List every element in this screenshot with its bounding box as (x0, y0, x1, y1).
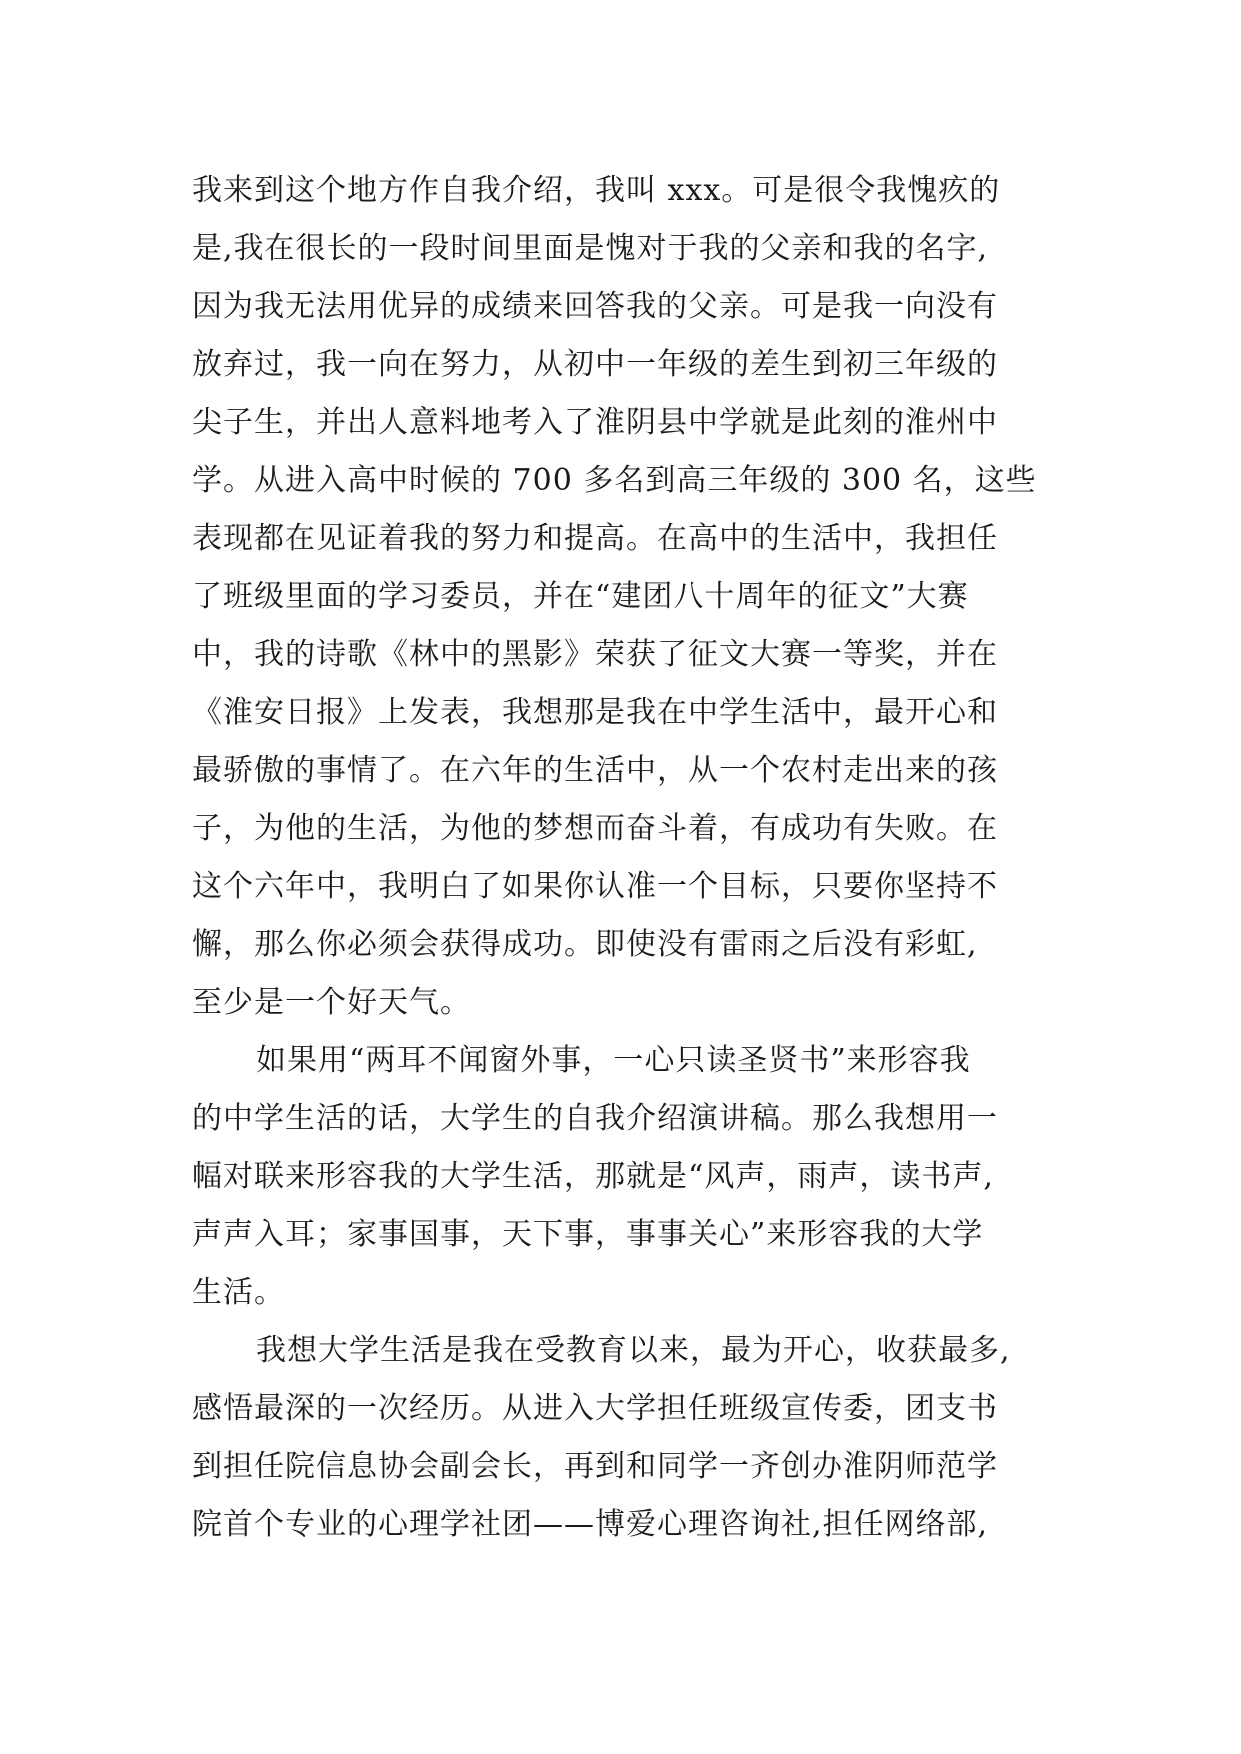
text-line: 声声入耳；家事国事，天下事，事事关心”来形容我的大学 (192, 1217, 984, 1252)
text-line: 懈，那么你必须会获得成功。即使没有雷雨之后没有彩虹, (192, 927, 978, 962)
text-line: 因为我无法用优异的成绩来回答我的父亲。可是我一向没有 (192, 289, 998, 324)
text-line: 幅对联来形容我的大学生活，那就是“风声，雨声，读书声, (192, 1159, 994, 1194)
text-line: 最骄傲的事情了。在六年的生活中，从一个农村走出来的孩 (192, 753, 998, 788)
body-text (192, 162, 1092, 1554)
text-line: 表现都在见证着我的努力和提高。在高中的生活中，我担任 (192, 521, 998, 556)
text-line: 放弃过，我一向在努力，从初中一年级的差生到初三年级的 (192, 347, 998, 382)
text-line: 了班级里面的学习委员，并在“建团八十周年的征文”大赛 (192, 579, 969, 614)
text-line: 子，为他的生活，为他的梦想而奋斗着，有成功有失败。在 (192, 811, 998, 846)
text-line: 这个六年中，我明白了如果你认准一个目标，只要你坚持不 (192, 869, 998, 904)
text-line: 院首个专业的心理学社团——博爱心理咨询社,担任网络部, (192, 1507, 989, 1542)
text-line: 感悟最深的一次经历。从进入大学担任班级宣传委，团支书 (192, 1391, 998, 1426)
text-line: 中，我的诗歌《林中的黑影》荣获了征文大赛一等奖，并在 (192, 637, 998, 672)
text-line: 到担任院信息协会副会长，再到和同学一齐创办淮阴师范学 (192, 1449, 998, 1484)
text-line: 尖子生，并出人意料地考入了淮阴县中学就是此刻的淮州中 (192, 405, 998, 440)
text-line: 我来到这个地方作自我介绍，我叫 xxx。可是很令我愧疚的 (192, 173, 1001, 208)
text-line: 的中学生活的话，大学生的自我介绍演讲稿。那么我想用一 (192, 1101, 998, 1136)
text-line: 我想大学生活是我在受教育以来，最为开心，收获最多, (256, 1333, 1011, 1368)
text-line: 至少是一个好天气。 (192, 985, 471, 1020)
text-line: 《淮安日报》上发表，我想那是我在中学生活中，最开心和 (192, 695, 998, 730)
text-line: 如果用“两耳不闻窗外事，一心只读圣贤书”来形容我 (256, 1043, 971, 1078)
text-line: 生活。 (192, 1275, 285, 1310)
text-line: 学。从进入高中时候的 700 多名到高三年级的 300 名，这些 (192, 463, 1037, 498)
text-line: 是,我在很长的一段时间里面是愧对于我的父亲和我的名字, (192, 231, 989, 266)
